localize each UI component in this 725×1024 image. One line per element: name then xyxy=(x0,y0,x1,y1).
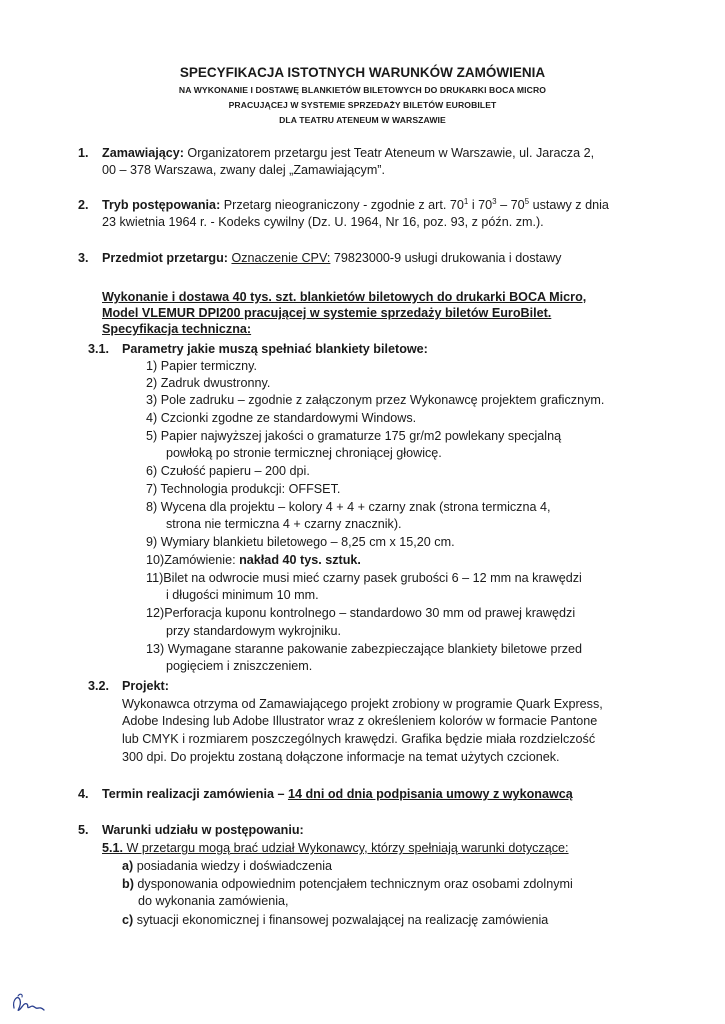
subsection-5-1-number: 5.1. xyxy=(102,841,124,855)
section-3-line-1 xyxy=(102,250,561,266)
condition-a-letter: a) xyxy=(122,859,134,873)
param-item-8: 8) Wycena dla projektu – kolory 4 + 4 + czarny znak (strona termiczna 4, xyxy=(146,500,551,514)
param-item-9: 9) Wymiary blankietu biletowego – 8,25 cm x 15,20 cm. xyxy=(146,535,455,549)
project-line-3: lub CMYK i rozmiarem poszczególnych krawędzi. Grafika będzie miała rozdzielczość xyxy=(122,732,596,746)
section-2-line-2: 23 kwietnia 1964 r. - Kodeks cywilny (Dz. U. 1964, Nr 16, poz. 93, z późn. zm.). xyxy=(102,215,544,229)
param-item-10 xyxy=(146,552,361,568)
condition-b xyxy=(122,876,573,892)
section-2-number: 2. xyxy=(78,198,89,212)
section-1-line-2: 00 – 378 Warszawa, zwany dalej „Zamawiającym”. xyxy=(102,163,385,177)
section-5-label: Warunki udziału w postępowaniu: xyxy=(102,823,304,837)
section-2-line-1 xyxy=(102,197,609,213)
section-3-number: 3. xyxy=(78,251,89,265)
cpv-label: Oznaczenie CPV: xyxy=(231,251,331,265)
condition-b-letter: b) xyxy=(122,877,134,891)
param-item-7: 7) Technologia produkcji: OFFSET. xyxy=(146,482,341,496)
section-4-value: 14 dni od dnia podpisania umowy z wykonawcą xyxy=(287,787,573,801)
param-item-11-cont: i długości minimum 10 mm. xyxy=(166,588,319,602)
param-item-12: 12)Perforacja kuponu kontrolnego – standardowo 30 mm od prawej krawędzi xyxy=(146,606,576,620)
section-5-number: 5. xyxy=(78,823,89,837)
signature-icon xyxy=(10,990,50,1016)
param-item-10-label: 10)Zamówienie: xyxy=(146,553,240,567)
section-4-line xyxy=(102,786,573,802)
section-1-number: 1. xyxy=(78,146,89,160)
condition-c xyxy=(122,912,548,928)
subsection-5-1-text: W przetargu mogą brać udział Wykonawcy, którzy spełniają warunki dotyczące: xyxy=(123,841,569,855)
condition-c-letter: c) xyxy=(122,913,134,927)
section-4-label: Termin realizacji zamówienia – xyxy=(102,787,288,801)
param-item-1: 1) Papier termiczny. xyxy=(146,359,258,373)
tech-spec-heading: Specyfikacja techniczna: xyxy=(102,322,252,336)
subsection-3-1-label: Parametry jakie muszą spełniać blankiety biletowe: xyxy=(122,342,428,356)
param-item-11: 11)Bilet na odwrocie musi mieć czarny pasek grubości 6 – 12 mm na krawędzi xyxy=(146,571,582,585)
section-2-text-c: – 70 xyxy=(496,198,525,212)
param-item-13: 13) Wymagane staranne pakowanie zabezpieczające blankiety biletowe przed xyxy=(146,642,583,656)
document-subtitle-line-2: PRACUJĄCEJ W SYSTEMIE SPRZEDAŻY BILETÓW EUROBILET xyxy=(228,100,497,110)
document-subtitle-line-3: DLA TEATRU ATENEUM W WARSZAWIE xyxy=(279,115,446,125)
section-1-line-1 xyxy=(102,145,594,161)
project-line-4: 300 dpi. Do projektu zostaną dołączone informacje na temat użytych czcionek. xyxy=(122,750,560,764)
param-item-5-cont: powłoką po stronie termicznej chroniącej głowicę. xyxy=(166,446,442,460)
subsection-3-2-number: 3.2. xyxy=(88,679,110,693)
project-line-2: Adobe Indesing lub Adobe Illustrator wraz z określeniem kolorów w formacie Pantone xyxy=(122,714,598,728)
param-item-2: 2) Zadruk dwustronny. xyxy=(146,376,271,390)
subsection-3-1-number: 3.1. xyxy=(88,342,110,356)
subsection-5-1 xyxy=(102,840,569,856)
condition-b-text: dysponowania odpowiednim potencjałem technicznym oraz osobami zdolnymi xyxy=(133,877,573,891)
section-2-sup-2: 3 xyxy=(492,197,497,206)
document-title: SPECYFIKACJA ISTOTNYCH WARUNKÓW ZAMÓWIENIA xyxy=(179,65,546,80)
section-3-label: Przedmiot przetargu: xyxy=(102,251,228,265)
subject-bold-line-2: Model VLEMUR DPI200 pracującej w systemie sprzedaży biletów EuroBilet. xyxy=(102,306,552,320)
project-line-1: Wykonawca otrzyma od Zamawiającego projekt zrobiony w programie Quark Express, xyxy=(122,697,603,711)
param-item-13-cont: pogięciem i zniszczeniem. xyxy=(166,659,313,673)
section-1-label: Zamawiający: xyxy=(102,146,184,160)
cpv-text: 79823000-9 usługi drukowania i dostawy xyxy=(330,251,562,265)
subject-bold-line-1: Wykonanie i dostawa 40 tys. szt. blankietów biletowych do drukarki BOCA Micro, xyxy=(102,290,587,304)
param-item-3: 3) Pole zadruku – zgodnie z załączonym przez Wykonawcę projektem graficznym. xyxy=(146,393,605,407)
section-2-text-a: Przetarg nieograniczony - zgodnie z art. 70 xyxy=(220,198,464,212)
section-2-sup-1: 1 xyxy=(463,197,469,206)
section-2-label: Tryb postępowania: xyxy=(102,198,221,212)
section-2-text-d: ustawy z dnia xyxy=(529,198,609,212)
condition-a xyxy=(122,858,332,874)
param-item-8-cont: strona nie termiczna 4 + czarny znacznik). xyxy=(166,517,402,531)
param-item-10-value: nakład 40 tys. sztuk. xyxy=(239,553,361,567)
section-2-sup-3: 5 xyxy=(524,197,530,206)
section-1-text-1: Organizatorem przetargu jest Teatr Ateneum w Warszawie, ul. Jaracza 2, xyxy=(183,146,595,160)
param-item-6: 6) Czułość papieru – 200 dpi. xyxy=(146,464,310,478)
param-item-5: 5) Papier najwyższej jakości o gramaturze 175 gr/m2 powlekany specjalną xyxy=(146,429,562,443)
section-4-number: 4. xyxy=(78,787,89,801)
section-2-text-b: i 70 xyxy=(468,198,493,212)
condition-b-cont: do wykonania zamówienia, xyxy=(138,894,289,908)
condition-c-text: sytuacji ekonomicznej i finansowej pozwalającej na realizację zamówienia xyxy=(133,913,549,927)
subsection-3-2-label: Projekt: xyxy=(122,679,169,693)
param-item-12-cont: przy standardowym wykrojniku. xyxy=(166,624,341,638)
document-subtitle-line-1: NA WYKONANIE I DOSTAWĘ BLANKIETÓW BILETOWYCH DO DRUKARKI BOCA MICRO xyxy=(178,85,547,95)
param-item-4: 4) Czcionki zgodne ze standardowymi Windows. xyxy=(146,411,417,425)
condition-a-text: posiadania wiedzy i doświadczenia xyxy=(133,859,333,873)
